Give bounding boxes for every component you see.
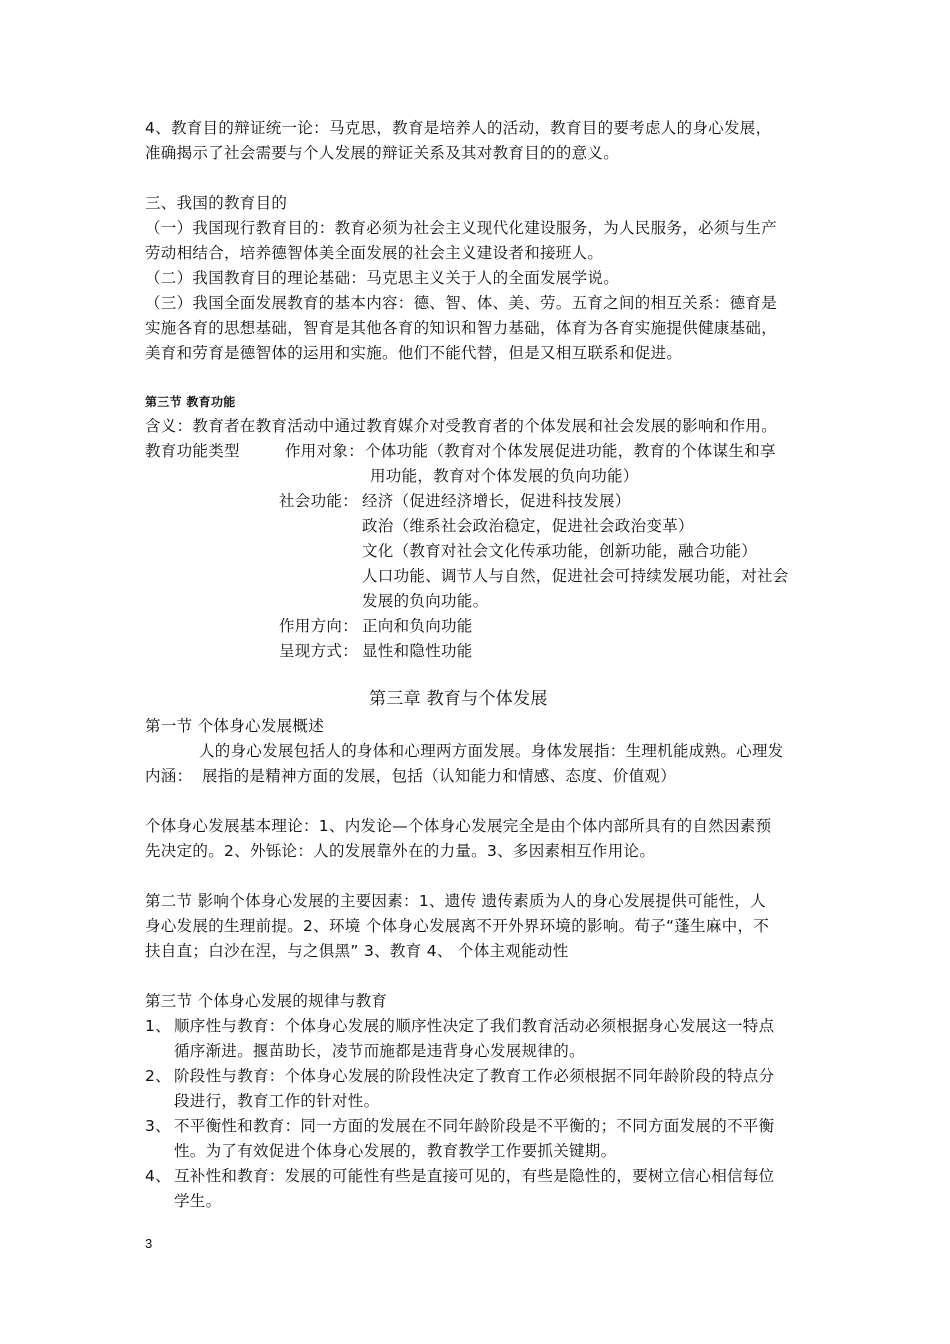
paragraph-line: 扶自直；白沙在涅，与之俱黑” 3、教育 4、 个体主观能动性 <box>145 942 569 960</box>
paragraph-line: 含义：教育者在教育活动中通过教育媒介对受教育者的个体发展和社会发展的影响和作用。 <box>145 417 778 435</box>
paragraph-line: 第二节 影响个体身心发展的主要因素：1、遗传 遗传素质为人的身心发展提供可能性，人 <box>145 892 767 910</box>
paragraph-line: 身心发展的生理前提。2、环境 个体身心发展离不开外界环境的影响。荀子“蓬生麻中，不 <box>145 917 770 935</box>
outline-item: 经济（促进经济增长，促进科技发展） <box>362 492 631 510</box>
list-item: 学生。 <box>174 1192 222 1210</box>
section-title: 第一节 个体身心发展概述 <box>145 717 325 735</box>
outline-item: 用功能，教育对个体发展的负向功能） <box>370 467 639 485</box>
list-item: 互补性和教育：发展的可能性有些是直接可见的，有些是隐性的，要树立信心相信每位 <box>174 1167 775 1185</box>
outline-item: 正向和负向功能 <box>362 617 473 635</box>
list-item: 性。为了有效促进个体身心发展的，教育教学工作要抓关键期。 <box>174 1142 617 1160</box>
list-item-number: 3、 <box>145 1117 171 1135</box>
list-item: 顺序性与教育：个体身心发展的顺序性决定了我们教育活动必须根据身心发展这一特点 <box>174 1017 775 1035</box>
outline-label: 教育功能类型 <box>145 442 240 460</box>
list-item-number: 1、 <box>145 1017 171 1035</box>
outline-item: 文化（教育对社会文化传承功能，创新功能，融合功能） <box>362 542 758 560</box>
outline-label: 内涵： <box>145 767 193 785</box>
paragraph-line: 实施各育的思想基础，智育是其他各育的知识和智力基础，体育为各育实施提供健康基础， <box>145 319 778 337</box>
section-title: 第三节 个体身心发展的规律与教育 <box>145 992 388 1010</box>
section-heading: 三、我国的教育目的 <box>145 194 288 212</box>
outline-item: 政治（维系社会政治稳定，促进社会政治变革） <box>362 517 694 535</box>
outline-label: 作用方向： <box>279 617 359 635</box>
chapter-title: 第三章 教育与个体发展 <box>369 689 548 709</box>
outline-item: 发展的负向功能。 <box>362 592 489 610</box>
list-item-number: 2、 <box>145 1067 171 1085</box>
paragraph-line: 先决定的。2、外铄论：人的发展靠外在的力量。3、多因素相互作用论。 <box>145 842 656 860</box>
outline-label: 社会功能： <box>279 492 359 510</box>
paragraph-line: 美育和劳育是德智体的运用和实施。他们不能代替，但是又相互联系和促进。 <box>145 344 683 362</box>
list-item-number: 4、 <box>145 1167 171 1185</box>
page-number: 3 <box>145 1236 153 1251</box>
paragraph-line: 4、教育目的辩证统一论：马克思，教育是培养人的活动，教育目的要考虑人的身心发展， <box>145 119 772 137</box>
outline-label: 作用对象： <box>285 442 365 460</box>
paragraph-line: （二）我国教育目的理论基础：马克思主义关于人的全面发展学说。 <box>145 269 620 287</box>
section-title: 第三节 教育功能 <box>145 395 236 409</box>
paragraph-line: 展指的是精神方面的发展，包括（认知能力和情感、态度、价值观） <box>202 767 677 785</box>
paragraph-line: 劳动相结合，培养德智体美全面发展的社会主义建设者和接班人。 <box>145 244 604 262</box>
paragraph-line: 个体身心发展基本理论：1、内发论—个体身心发展完全是由个体内部所具有的自然因素预 <box>145 817 772 835</box>
list-item: 段进行，教育工作的针对性。 <box>174 1092 380 1110</box>
paragraph-line: 人的身心发展包括人的身体和心理两方面发展。身体发展指：生理机能成熟。心理发 <box>199 742 784 760</box>
outline-item: 显性和隐性功能 <box>362 642 473 660</box>
list-item: 不平衡性和教育：同一方面的发展在不同年龄阶段是不平衡的；不同方面发展的不平衡 <box>174 1117 775 1135</box>
outline-label: 呈现方式： <box>279 642 359 660</box>
paragraph-line: （一）我国现行教育目的：教育必须为社会主义现代化建设服务，为人民服务，必须与生产 <box>145 219 778 237</box>
paragraph-line: （三）我国全面发展教育的基本内容：德、智、体、美、劳。五育之间的相互关系：德育是 <box>145 294 778 312</box>
paragraph-line: 准确揭示了社会需要与个人发展的辩证关系及其对教育目的的意义。 <box>145 144 620 162</box>
outline-item: 人口功能、调节人与自然，促进社会可持续发展功能，对社会 <box>362 567 789 585</box>
list-item: 阶段性与教育：个体身心发展的阶段性决定了教育工作必须根据不同年龄阶段的特点分 <box>174 1067 775 1085</box>
list-item: 循序渐进。揠苗助长，凌节而施都是违背身心发展规律的。 <box>174 1042 585 1060</box>
outline-item: 个体功能（教育对个体发展促进功能，教育的个体谋生和享 <box>365 442 776 460</box>
